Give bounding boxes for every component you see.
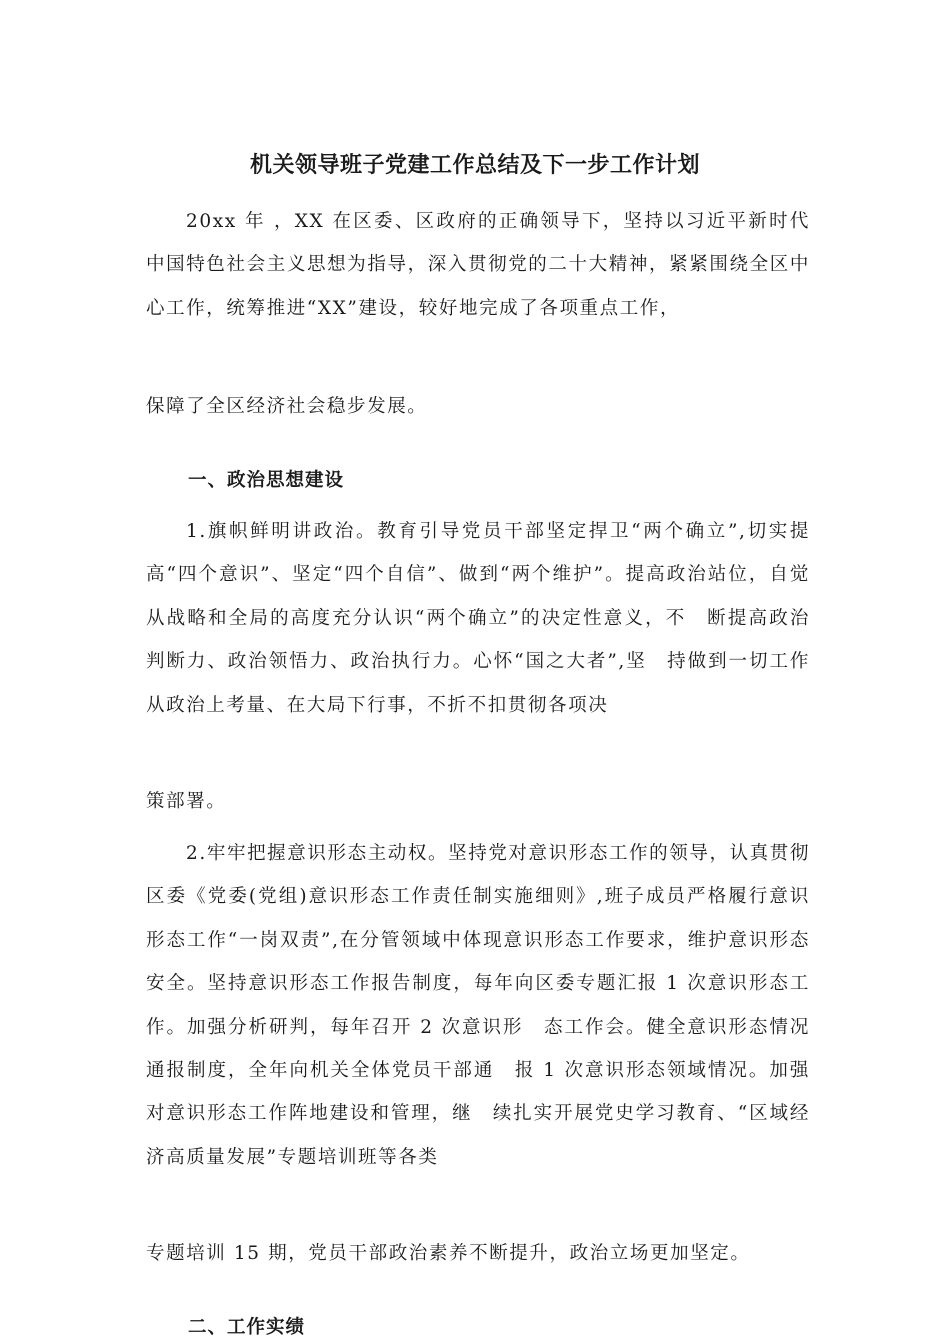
section1-item2-paragraph: 2.牢牢把握意识形态主动权。坚持党对意识形态工作的领导，认真贯彻区委《党委(党组)意识形态工作责任制实施细则》,班子成员严格履行意识形态工作“一岗双责”,在分管领域中体现意识形态工作要求，维护意识形态安全。坚持意识形态工作报告制度，每年向区委专题汇报 1 次意识形态工作。加强分析研判，每年召开 2 次意识形 态工作会。健全意识形态情况通报制度，全年向机关全体党员干部通 报 1 次意识形态领域情况。加强对意识形态工作阵地建设和管理，继 续扎实开展党史学习教育、“区域经济高质量发展”专题培训班等各类 bbox=[146, 843, 810, 1168]
intro-paragraph-tail: 保障了全区经济社会稳步发展。 bbox=[146, 396, 428, 417]
document-title: 机关领导班子党建工作总结及下一步工作计划 bbox=[249, 153, 700, 178]
section1-item2-tail: 专题培训 15 期，党员干部政治素养不断提升，政治立场更加坚定。 bbox=[146, 1243, 751, 1264]
section1-item1-paragraph: 1.旗帜鲜明讲政治。教育引导党员干部坚定捍卫“两个确立”,切实提高“四个意识”、坚定“四个自信”、做到“两个维护”。提高政治站位，自觉从战略和全局的高度充分认识“两个确立”的决定性意义，不 断提高政治判断力、政治领悟力、政治执行力。心怀“国之大者”,坚 持做到一切工作从政治上考量、在大局下行事，不折不扣贯彻各项决 bbox=[146, 521, 810, 716]
section-heading-political: 一、政治思想建设 bbox=[188, 470, 345, 491]
section-heading-achievements: 二、工作实绩 bbox=[188, 1317, 306, 1338]
section1-item1-tail: 策部署。 bbox=[146, 791, 227, 812]
intro-paragraph: 20xx 年 ，XX 在区委、区政府的正确领导下，坚持以习近平新时代中国特色社会主义思想为指导，深入贯彻党的二十大精神，紧紧围绕全区中心工作，统筹推进“XX”建设，较好地完成了各项重点工作， bbox=[146, 211, 810, 319]
